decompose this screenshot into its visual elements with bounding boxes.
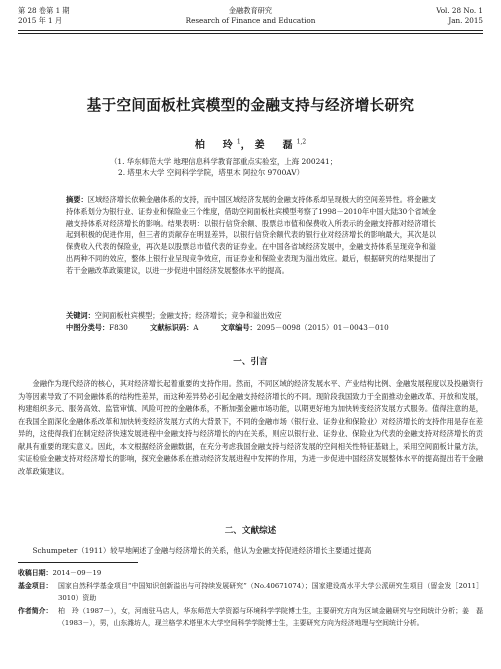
footnote-received [18, 567, 483, 579]
article-label: 文章编号： [220, 323, 257, 332]
publication-date: 2015 年 1 月 [18, 16, 63, 25]
fund-label: 基金项目： [18, 582, 53, 590]
journal-name [18, 6, 483, 26]
article-title: 基于空间面板杜宾模型的金融支持与经济增长研究 [86, 97, 415, 114]
clc-value: F830 [109, 323, 128, 332]
author-bio-value: 柏 玲（1987－），女，河南驻马店人，华东师范大学资源与环境科学学院博士生，主要研究方向为区域金融研究与空间统计分析；姜 磊（1983－），男，山东潍坊人，现兰格学术塔里木大学空间科学学院博士生，主要研究方向为经济地理与空间统计分析。 [58, 607, 483, 627]
classification-line [66, 322, 436, 333]
doc-label: 文献标识码： [150, 323, 194, 332]
journal-name-en: Research of Finance and Education [185, 16, 316, 25]
keywords-text: 空间面板杜宾模型；金融支持；经济增长；竞争和溢出效应 [94, 311, 282, 320]
received-value: 2014－09－19 [52, 569, 102, 577]
journal-volume-en [436, 6, 483, 26]
clc-number [66, 322, 128, 333]
header-rule-thin [18, 33, 483, 34]
section-heading-introduction: 一、引言 [233, 357, 268, 367]
author-name: 姜 磊 [254, 140, 297, 151]
volume-issue-en: Vol. 28 No. 1 [436, 6, 483, 15]
affiliations [110, 156, 337, 178]
abstract-text: 区域经济增长依赖金融体系的支持，而中国区域经济发展的金融支持体系却呈现极大的空间差异性。将金融支持体系划分为银行业、证券业和保险业三个维度，借助空间面板杜宾模型考察了1998－2010年中国大陆30个省域金融支持体系对经济增长的影响。结果表明：以银行信贷余额、股票总市值和保费收入所表示的金融支持都对经济增长起到积极的促进作用，但三者的贡献存在明显差异，以银行信贷余额代表的银行业对经济增长的影响最大，其次是以保费收入代表的保险业，再次是以股票总市值代表的证券业。在中国各省域经济发展中，金融支持体系呈现竞争和溢出两种不同的效应，整体上银行业呈现竞争效应，而证券业和保险业表现为溢出效应。最后，根据研究的结果提出了若干金融改革政策建议，以进一步促进中国经济发展整体水平的提高。 [66, 195, 436, 275]
doc-value: A [193, 323, 199, 332]
author-line [0, 136, 501, 151]
keywords [66, 310, 436, 321]
volume-issue: 第 28 卷第 1 期 [18, 6, 70, 15]
abstract-label: 摘要： [66, 195, 88, 204]
author-separator: ， [240, 140, 255, 151]
header-rule-thick [18, 30, 483, 31]
affiliation-line: （1. 华东师范大学 地理信息科学教育部重点实验室，上海 200241； [110, 157, 338, 166]
author-affil-mark: 1 [236, 138, 241, 146]
section-heading-literature-review: 二、文献综述 [224, 526, 277, 536]
publication-date-en: Jan. 2015 [448, 16, 483, 25]
author-name: 柏 玲 [194, 140, 237, 151]
abstract [66, 194, 436, 277]
article-value: 2095－0098（2015）01－0043－010 [256, 323, 389, 332]
document-code [150, 322, 198, 333]
clc-label: 中图分类号： [66, 323, 110, 332]
keywords-label: 关键词： [66, 311, 95, 320]
article-number [221, 322, 389, 333]
footnote-rule [18, 562, 138, 563]
author-affil-mark: 1,2 [296, 138, 307, 146]
introduction-paragraph: 金融作为现代经济的核心，其对经济增长起着重要的支持作用。然而，不同区域的经济发展水平、产业结构比例、金融发展程度以及投融资行为等因素导致了不同金融体系的结构性差异，而这种差异势必引起金融支持经济增长的不同。现阶段我国致力于全面推动金融改革、开放和发展，构建组织多元、服务高效、监管审慎、风险可控的金融体系，不断加强金融市场功能，以期更好地为加快转变经济发展方式服务。值得注意的是，在我国全面深化金融体系改革和加快转变经济发展方式的大背景下，不同的金融市场（银行业、证券业和保险业）对经济增长的支持作用是存在差异的，这使得我们在制定经济快速发展进程中金融支持与经济增长的内在关系，则应以银行业、证券业、保险业为代表的金融支持对经济增长的贡献具有重要的现实意义。因此，本文根据经济金融数据，在充分考虑我国金融支持与经济发展的空间相关性特征基础上，采用空间面板计量方法，实证检验金融支持对经济增长的影响，探究金融体系在推动经济发展进程中发挥的作用，为进一步促进中国经济发展整体水平的提高提出若干金融改革政策建议。 [18, 379, 483, 476]
author-bio-label: 作者简介： [18, 607, 53, 615]
fund-value: 国家自然科学基金项目“中国知识创新溢出与可持续发展研究”（No.40671074）；国家建设高水平大学公派研究生项目（留金发［2011］3010）资助 [58, 582, 483, 602]
footnote-fund [18, 580, 483, 604]
received-label: 收稿日期： [18, 569, 53, 577]
footnote-author-bio [18, 605, 483, 629]
literature-review-paragraph: Schumpeter（1911）较早地阐述了金融与经济增长的关系，他认为金融支持促进经济增长主要通过提高 [32, 546, 372, 555]
affiliation-line: 2. 塔里木大学 空间科学学院，塔里木 阿拉尔 9700AV） [118, 168, 304, 177]
journal-name-cn: 金融教育研究 [228, 6, 273, 15]
